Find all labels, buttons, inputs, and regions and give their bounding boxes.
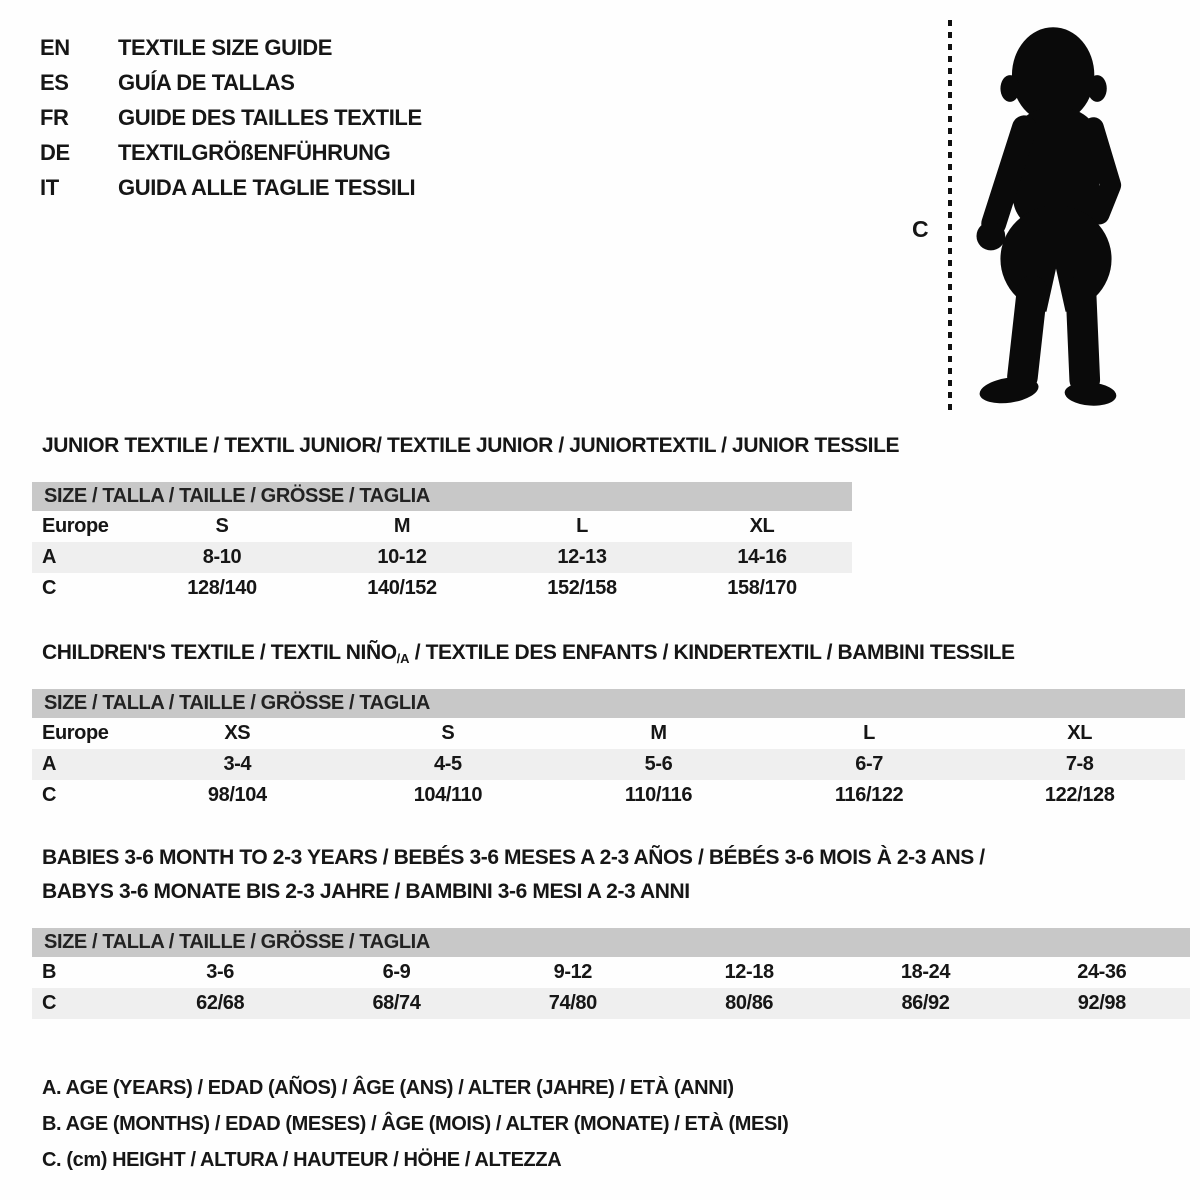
size-cell: XL [749,515,775,537]
table-row-age [32,749,1185,780]
children-size-table [32,689,1185,811]
language-title-list [40,30,422,205]
table-row-height [32,988,1190,1019]
row-label: A [42,753,57,775]
size-cell: 152/158 [547,577,617,599]
size-cell: 68/74 [372,992,421,1014]
row-label: A [42,546,57,568]
language-code: FR [40,104,69,130]
size-cell: 8-10 [202,546,242,568]
size-cell: M [393,515,411,537]
size-header-bar: SIZE / TALLA / TAILLE / GRÖSSE / TAGLIA [32,928,1190,957]
size-header-bar: SIZE / TALLA / TAILLE / GRÖSSE / TAGLIA [32,689,1185,718]
size-cell: 80/86 [725,992,774,1014]
measure-label-c: C [912,216,929,242]
table-row-age [32,542,852,573]
legend-line-b: B. AGE (MONTHS) / EDAD (MESES) / ÂGE (MOIS) / ALTER (MONATE) / ETÀ (MESI) [42,1113,789,1135]
size-cell: 62/68 [196,992,245,1014]
language-title: GUIDE DES TAILLES TEXTILE [118,104,422,130]
size-cell: 140/152 [367,577,437,599]
language-title: GUÍA DE TALLAS [118,69,295,95]
language-title: TEXTILE SIZE GUIDE [118,34,333,60]
size-cell: 92/98 [1077,992,1126,1014]
size-cell: 9-12 [553,961,593,983]
size-cell: L [863,722,875,744]
table-row-europe [32,511,852,542]
size-cell: 24-36 [1077,961,1127,983]
size-cell: 7-8 [1065,753,1094,775]
size-cell: 12-18 [724,961,774,983]
size-cell: S [215,515,229,537]
size-header-bar: SIZE / TALLA / TAILLE / GRÖSSE / TAGLIA [32,482,852,511]
language-code: DE [40,139,70,165]
size-cell: 10-12 [377,546,427,568]
row-label: C [42,992,57,1014]
size-cell: XL [1067,722,1093,744]
size-cell: S [441,722,455,744]
language-row [40,30,422,65]
size-cell: 74/80 [548,992,597,1014]
size-cell: 6-9 [382,961,411,983]
children-title-sub: /A [396,651,410,666]
size-cell: 3-6 [206,961,235,983]
size-cell: 122/128 [1044,784,1115,806]
size-cell: 5-6 [644,753,673,775]
size-cell: L [576,515,588,537]
babies-size-table [32,928,1190,1019]
size-cell: XS [224,722,251,744]
junior-size-table [32,482,852,604]
size-cell: 104/110 [413,784,483,806]
language-row [40,170,422,205]
children-title-prefix: CHILDREN'S TEXTILE / TEXTIL NIÑO [42,641,397,664]
size-cell: 128/140 [187,577,257,599]
language-title: GUIDA ALLE TAGLIE TESSILI [118,174,416,200]
row-label: Europe [42,515,109,537]
measure-legend [42,1070,788,1178]
toddler-silhouette-icon [965,14,1147,414]
size-cell: 12-13 [557,546,607,568]
size-cell: 110/116 [624,784,693,806]
language-row [40,65,422,100]
legend-line-c: C. (cm) HEIGHT / ALTURA / HAUTEUR / HÖHE / ALTEZZA [42,1149,562,1171]
language-row [40,100,422,135]
language-code: IT [40,174,59,200]
size-cell: 14-16 [737,546,787,568]
babies-section-title-line1: BABIES 3-6 MONTH TO 2-3 YEARS / BEBÉS 3-6 MESES A 2-3 AÑOS / BÉBÉS 3-6 MOIS À 2-3 ANS / [42,846,985,869]
legend-line-a: A. AGE (YEARS) / EDAD (AÑOS) / ÂGE (ANS) / ALTER (JAHRE) / ETÀ (ANNI) [42,1077,734,1099]
row-label: C [42,784,57,806]
row-label: Europe [42,722,109,744]
language-code: EN [40,34,70,60]
row-label: B [42,961,57,983]
table-row-months [32,957,1190,988]
children-title-suffix: / TEXTILE DES ENFANTS / KINDERTEXTIL / BAMBINI TESSILE [409,641,1015,664]
table-row-height [32,573,852,604]
size-cell: 18-24 [900,961,951,983]
size-cell: 3-4 [223,753,252,775]
size-cell: 116/122 [834,784,904,806]
size-cell: 158/170 [727,577,797,599]
table-row-height [32,780,1185,811]
babies-section-title-line2: BABYS 3-6 MONATE BIS 2-3 JAHRE / BAMBINI 3-6 MESI A 2-3 ANNI [42,880,690,903]
junior-section-title: JUNIOR TEXTILE / TEXTIL JUNIOR/ TEXTILE JUNIOR / JUNIORTEXTIL / JUNIOR TESSILE [42,434,900,457]
size-cell: M [650,722,667,744]
table-row-europe [32,718,1185,749]
size-cell: 98/104 [207,784,267,806]
size-cell: 86/92 [901,992,950,1014]
size-cell: 6-7 [855,753,883,775]
language-row [40,135,422,170]
size-cell: 4-5 [434,753,462,775]
language-code: ES [40,69,69,95]
height-measure-dashed-line [948,20,952,416]
children-section-title [42,641,1015,666]
row-label: C [42,577,57,599]
language-title: TEXTILGRÖßENFÜHRUNG [118,139,391,165]
